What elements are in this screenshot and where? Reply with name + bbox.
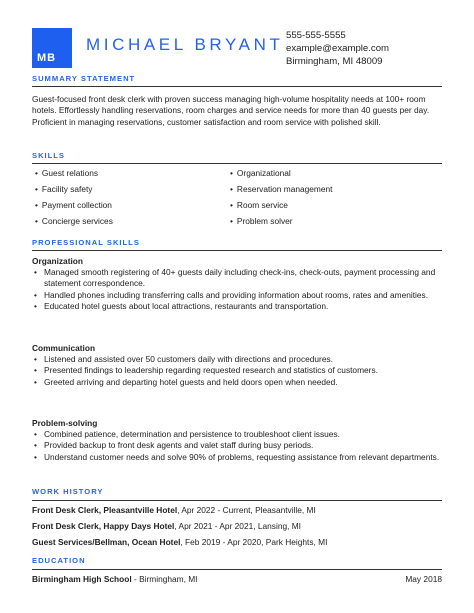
work-history-heading: WORK HISTORY xyxy=(32,487,104,496)
list-item: • Combined patience, determination and persistence to troubleshoot client issues. xyxy=(32,429,446,440)
summary-heading: SUMMARY STATEMENT xyxy=(32,74,136,83)
candidate-name: MICHAEL BRYANT xyxy=(86,35,284,54)
problem-solving-bullets xyxy=(32,429,446,463)
summary-divider xyxy=(32,86,442,87)
group-title-communication: Communication xyxy=(32,343,96,353)
list-item: • Managed smooth registering of 40+ guests daily including check-ins, check-outs, payment processing and statement correspondence. xyxy=(32,267,446,290)
skill-item: • Payment collection xyxy=(35,200,112,210)
skill-item: • Guest relations xyxy=(35,168,99,178)
list-item: • Presented findings to leadership regarding requested research and statistics of customers. xyxy=(32,365,446,376)
skill-item: • Concierge services xyxy=(35,216,113,226)
email: example@example.com xyxy=(286,43,390,54)
contact-block xyxy=(286,29,389,68)
list-item: • Understand customer needs and solve 90% of problems, requesting assistance from relevant departments. xyxy=(32,452,446,463)
job-entry: Front Desk Clerk, Pleasantville Hotel, Apr 2022 - Current, Pleasantville, MI xyxy=(32,505,316,515)
list-item: • Handled phones including transferring calls and providing information about rooms, rates and amenities. xyxy=(32,290,446,301)
monogram-badge xyxy=(32,28,72,68)
skill-item: • Organizational xyxy=(230,168,291,178)
list-item: • Provided backup to front desk agents and valet staff during busy periods. xyxy=(32,440,446,451)
group-title-organization: Organization xyxy=(32,256,83,266)
phone: 555-555-5555 xyxy=(286,30,346,41)
monogram-text: MB xyxy=(37,52,57,64)
school-name: Birmingham High School xyxy=(32,574,132,584)
education-divider xyxy=(32,569,442,570)
job-entry: Front Desk Clerk, Happy Days Hotel, Apr 2021 - Apr 2021, Lansing, MI xyxy=(32,521,302,531)
location: Birmingham, MI 48009 xyxy=(286,56,383,67)
skill-item: • Reservation management xyxy=(230,184,333,194)
list-item: • Listened and assisted over 50 customers daily with directions and procedures. xyxy=(32,354,446,365)
skill-item: • Facility safety xyxy=(35,184,93,194)
skills-divider xyxy=(32,163,442,164)
skill-item: • Problem solver xyxy=(230,216,293,226)
education-entry xyxy=(32,574,198,584)
skill-item: • Room service xyxy=(230,200,288,210)
professional-skills-heading: PROFESSIONAL SKILLS xyxy=(32,238,140,247)
group-title-problem-solving: Problem-solving xyxy=(32,418,98,428)
education-heading: EDUCATION xyxy=(32,556,86,565)
organization-bullets xyxy=(32,267,446,312)
list-item: • Educated hotel guests about local attractions, restaurants and transportation. xyxy=(32,301,446,312)
summary-text: Guest-focused front desk clerk with proven success managing high-volume hospitality needs at 100+ room hotels. Effortlessly handling reservations, room charges and service needs for more than 40 guests per day. Proficient in managing reservations, customer satisfaction and room service with polished skill. xyxy=(32,94,430,127)
list-item: • Greeted arriving and departing hotel guests and held doors open when needed. xyxy=(32,377,446,388)
skills-heading: SKILLS xyxy=(32,151,66,160)
communication-bullets xyxy=(32,354,446,388)
education-date: May 2018 xyxy=(405,574,442,584)
school-location: - Birmingham, MI xyxy=(131,574,198,584)
professional-skills-divider xyxy=(32,250,442,251)
work-history-divider xyxy=(32,500,442,501)
job-entry: Guest Services/Bellman, Ocean Hotel, Feb 2019 - Apr 2020, Park Heights, MI xyxy=(32,537,328,547)
